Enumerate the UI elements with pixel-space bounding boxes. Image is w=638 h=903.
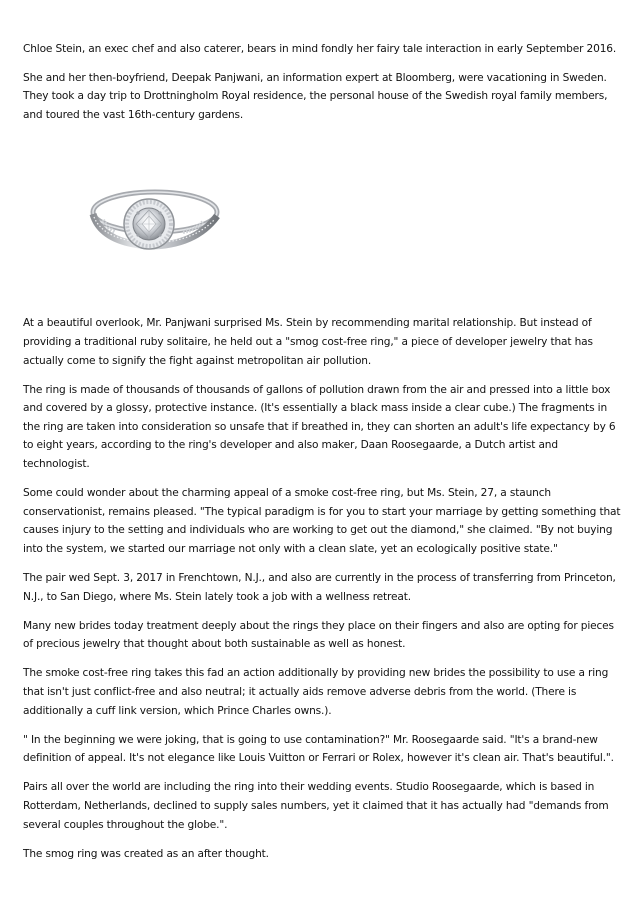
paragraph-quote: " In the beginning we were joking, that is going to use contamination?" Mr. Roosegaarde said. "It's a brand-new definition of appeal. It's not elegance like Louis Vuitton or Ferrari or Rolex, however it's clean air. That's beautiful.". <box>23 733 614 765</box>
paragraph-brides: Many new brides today treatment deeply about the rings they place on their fingers and also are opting for pieces of precious jewelry that thought about both sustainable as well as honest. <box>23 619 614 651</box>
paragraph-appeal: Some could wonder about the charming appeal of a smoke cost-free ring, but Ms. Stein, 27, a staunch conservationist, remains pleased. "The typical paradigm is for you to start your marriage by getting something that causes injury to the setting and individuals who are working to get out the diamond," she claimed. "By not buying into the system, we started our marriage not only with a clean slate, yet an ecologically positive state." <box>23 487 621 555</box>
paragraph-wedding: The pair wed Sept. 3, 2017 in Frenchtown, N.J., and also are currently in the process of transferring from Princeton, N.J., to San Diego, where Ms. Stein lately took a job with a wellness retreat. <box>23 572 616 603</box>
diamond-halo-ring-icon <box>63 172 223 272</box>
paragraph-intro: Chloe Stein, an exec chef and also caterer, bears in mind fondly her fairy tale interaction in early September 2016. <box>23 43 617 55</box>
article-body <box>23 314 623 863</box>
document-page <box>23 40 623 863</box>
ring-image-area <box>23 124 623 314</box>
paragraph-smoke-free: The smoke cost-free ring takes this fad an action additionally by providing new brides the possibility to use a ring that isn't just conflict-free and also neutral; it actually aids remove adverse debris from the world. (There is additionally a cuff link version, which Prince Charles owns.). <box>23 667 609 717</box>
paragraph-pairs: Pairs all over the world are including the ring into their wedding events. Studio Roosegaarde, which is based in Rotterdam, Netherlands, declined to supply sales numbers, yet it claimed that it has actually had "demands from several couples throughout the globe.". <box>23 781 609 831</box>
paragraph-proposal: At a beautiful overlook, Mr. Panjwani surprised Ms. Stein by recommending marital relationship. But instead of providing a traditional ruby solitaire, he held out a "smog cost-free ring," a piece of developer jewelry that has actually come to signify the fight against metropolitan air pollution. <box>23 317 593 367</box>
paragraph-after-thought: The smog ring was created as an after thought. <box>23 847 269 860</box>
paragraph-sweden: She and her then-boyfriend, Deepak Panjwani, an information expert at Bloomberg, were vacationing in Sweden. They took a day trip to Drottningholm Royal residence, the personal house of the Swedish royal family members, and toured the vast 16th-century gardens. <box>23 71 608 121</box>
paragraph-ring-made: The ring is made of thousands of thousands of gallons of pollution drawn from the air and pressed into a little box and covered by a glossy, protective instance. (It's essentially a black mass inside a clear cube.) The fragments in the ring are taken into consideration so unsafe that if breathed in, they can shorten an adult's life expectancy by 6 to eight years, according to the ring's developer and also maker, Daan Roosegaarde, a Dutch artist and technologist. <box>23 383 616 471</box>
